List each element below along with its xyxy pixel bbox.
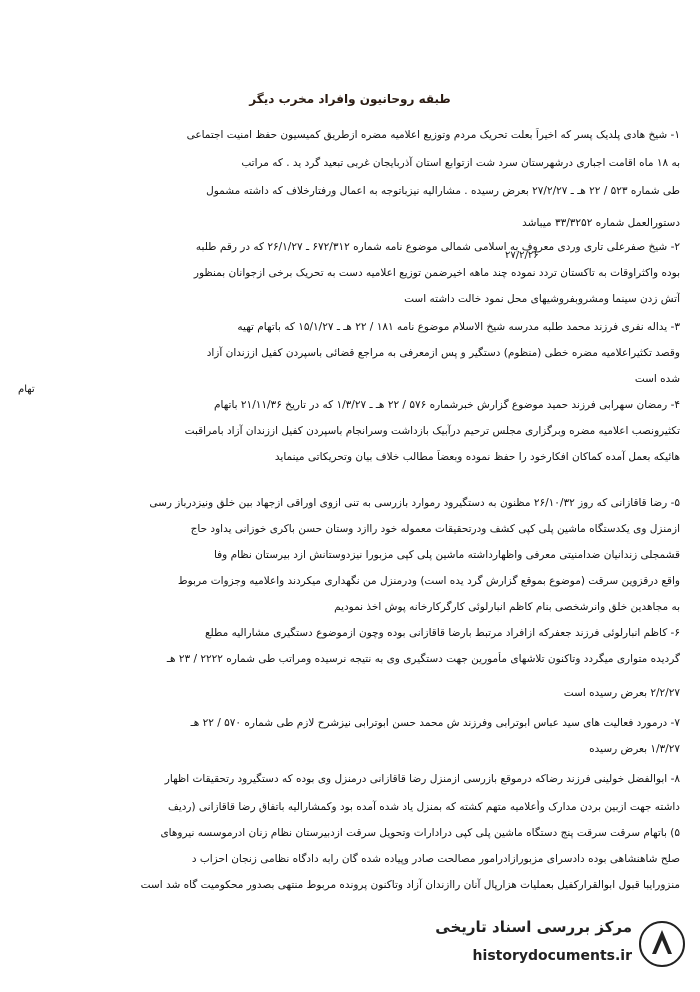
doc-line: شده است <box>634 373 680 385</box>
doc-line: ازمنزل وی یکدستگاه ماشین پلی کپی کشف ودرتحقیقات معموله خود راازد وستان حسن باکری خوزانی یداود حاج <box>190 523 680 535</box>
doc-line: تکثیرونصب اعلامیه مضره وبرگزاری مجلس ترحیم درآبیک بازداشت وسرانجام باسپردن کفیل اززندان آزاد بامراقبت <box>184 425 680 437</box>
doc-line: به مجاهدین خلق وانرشخصی بنام کاظم انبارلوئی کارگرکارخانه پوش اخذ نمودیم <box>334 601 680 613</box>
doc-line: ۵- رضا قاقازانی که روز ۲۶/۱۰/۳۲ مظنون به دستگیرود رموارد بازرسی به تنی ازوی اوراقی ازجهاد بین خلق ونیزدرباز رسی <box>149 497 680 509</box>
doc-line: به ۱۸ ماه اقامت اجباری درشهرستان سرد شت ازتوابع استان آذربایجان غربی تبعید گرد ید . که مراتب <box>241 157 680 169</box>
doc-line: وقصد تکثیراعلامیه مضره خطی (منظوم) دستگیر و پس ازمعرفی به مراجع قضائی باسپردن کفیل اززندان آزاد <box>206 347 680 359</box>
doc-line: ۳- یداله نفری فرزند محمد طلبه مدرسه شیخ الاسلام موضوع نامه ۱۸۱ / ۲۲ هـ ـ ۱۵/۱/۲۷ که باتهام تهیه <box>237 321 680 333</box>
doc-line: آتش زدن سینما ومشروبفروشیهای محل نمود خالت داشته است <box>404 293 680 305</box>
archive-logo-icon <box>638 920 686 968</box>
watermark-site: historydocuments.ir <box>472 948 632 964</box>
doc-line: هائیکه بعمل آمده کماکان افکارخود را حفظ نموده وبعضاً مطالب خلاف بیان وتحریکاتی مینماید <box>274 451 680 463</box>
doc-line: ۶- کاظم انبارلوئی فرزند جعفرکه ازافراد مرتبط بارضا قاقازانی بوده وچون ازموضوع دستگیری مشارالیه مطلع <box>204 627 680 639</box>
doc-line: ۲- شیخ صفرعلی تاری وردی معروف به اسلامی شمالی موضوع نامه شماره ۶۷۲/۳۱۲ ـ ۲۶/۱/۲۷ که در رقم طلبه <box>195 241 680 253</box>
doc-line: دستورالعمل شماره ۳۳/۳۲۵۲ میباشد <box>522 217 680 229</box>
doc-line: داشته جهت ازبین بردن مدارک وأعلامیه متهم کشته که بمنزل یاد شده آمده بود وکمشارالیه باتفاق رضا قاقازانی (ردیف <box>167 801 680 813</box>
doc-line: ۵) باتهام سرقت سرقت پنج دستگاه ماشین پلی کپی درادارات وتحویل سرقت ازدبیرستان نظام زنان ادرموسسه نیروهای <box>160 827 680 839</box>
doc-line: بوده واکثراوقات به تاکستان تردد نموده چند ماهه اخیرضمن توزیع اعلامیه دست به تحریک برخی ازجوانان بمنظور <box>193 267 680 279</box>
doc-line: طی شماره ۵۲۳ / ۲۲ هـ ـ ۲۷/۲/۲۷ بعرض رسیده . مشارالیه نیزباتوجه به اعمال ورفتارخلاف که داشته مشمول <box>206 185 680 197</box>
doc-line: ۱/۳/۲۷ بعرض رسیده <box>589 743 680 755</box>
doc-line: ۱- شیخ هادی پلدیک پسر که اخیراً بعلت تحریک مردم وتوزیع اعلامیه مضره ازطریق کمیسیون حفظ امنیت اجتماعی <box>186 129 680 141</box>
doc-line: ۸- ابوالفضل خولینی فرزند رضاکه درموقع بازرسی ازمنزل رضا قاقازانی درمنزل وی بوده که دستگیرود رتحقیقات اظهار <box>164 773 680 785</box>
doc-line: ۲/۲/۲۷ بعرض رسیده است <box>563 687 680 699</box>
doc-line: گردیده متواری میگردد وتاکنون تلاشهای مأمورین جهت دستگیری وی به نتیجه نرسیده ومراتب طی شماره ۲۲۲۲ / ۲۳ هـ <box>166 653 680 665</box>
archive-watermark <box>400 912 690 980</box>
doc-line: واقع درقزوین سرقت (موضوع بموقع گزارش گرد یده است) ودرمنزل من نگهداری میکردند واعلامیه وجزوات مربوط <box>177 575 680 587</box>
margin-note-tahham: تهام <box>18 384 35 395</box>
watermark-title: مرکز بررسی اسناد تاریخی <box>435 918 632 936</box>
doc-line: صلح شاهنشاهی بوده دادسرای مزبورازادرامور مصالحت صادر وپیاده شده گان رابه دادگاه نظامی زنجان احزاب د <box>191 853 680 865</box>
doc-line: منزورایبا قبول ابوالقرارکفیل بعملیات هزارپال آنان راازندان آزاد وتاکنون پرونده مربوط منتهی بصدور محکومیت گاه شد است <box>140 879 680 891</box>
document-heading: طبقه روحانیون وافراد مخرب دیگر <box>249 92 451 106</box>
doc-line: ۷- درمورد فعالیت های سید عباس ابوترابی وفرزند ش محمد حسن ابوترابی نیزشرح لازم طی شماره ۵۷۰ / ۲۲ هـ <box>190 717 680 729</box>
margin-note-number: ۲۷/۲/۲۶ <box>505 250 539 261</box>
doc-line: قشمجلی زندانیان ضدامنیتی معرفی واظهارداشته ماشین پلی کپی مزبورا نیزدوستانش ازد بیرستان نظام وفا <box>213 549 680 561</box>
doc-line: ۴- رمضان سهرابی فرزند حمید موضوع گزارش خبرشماره ۵۷۶ / ۲۲ هـ ـ ۱/۳/۲۷ که در تاریخ ۲۱/۱۱/۳۶ باتهام <box>214 399 680 411</box>
